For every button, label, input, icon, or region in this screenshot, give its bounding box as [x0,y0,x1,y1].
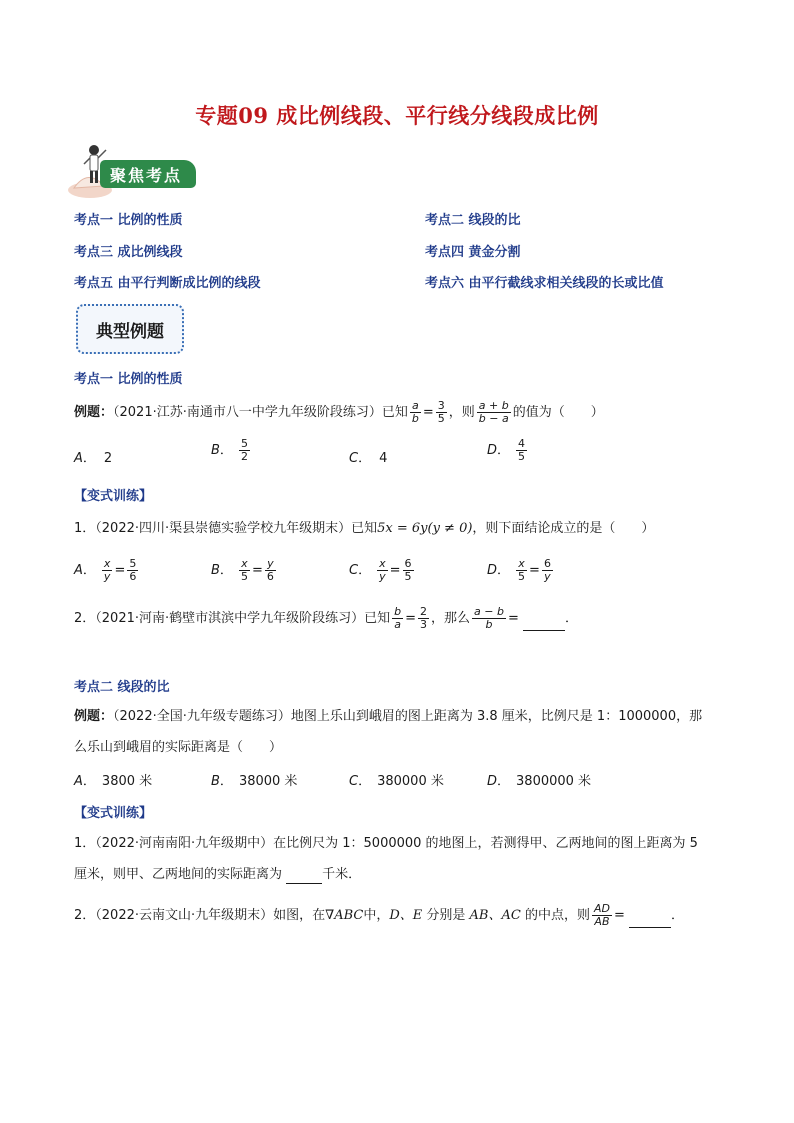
fraction: $\frac{2}{3}$ [420,605,428,631]
answer-blank [523,616,565,631]
banner-label: 聚焦考点 [110,166,183,185]
example-label: 例题： [74,405,114,420]
section2-example-line2: 么乐山到峨眉的实际距离是（ ） [74,740,283,755]
section2-q2: 2．（2022·云南文山·九年级期末）如图，在∇ABC中，D、E 分别是 AB、AC 的中点，则 $\frac{AD}{AB}$ = ． [74,902,685,928]
text: 分别是 [422,908,470,923]
section1-heading: 考点一 比例的性质 [74,372,183,387]
q1-option-a: A． $\frac{x}{y}$ = $\frac{5}{6}$ [74,557,137,583]
text: ． [671,908,685,923]
text: ，则下面结论成立的是（ ） [472,521,655,536]
fraction: $\frac{a + b}{b - a}$ [478,399,509,425]
answer-blank [629,913,671,928]
section2-q1-line1: 1．（2022·河南南阳·九年级期中）在比例尺为 1：5000000 的地图上，若测得甲、乙两地间的图上距离为 5 [74,836,698,851]
section2-example-line1 [74,708,702,726]
segments: AB、AC [469,908,521,923]
fraction: $\frac{b}{a}$ [394,605,402,631]
text: 厘米，则甲、乙两地间的实际距离为 [74,867,283,882]
typical-examples-label: 典型例题 [96,322,164,342]
q2-source: 2．（2021·河南·鹤壁市淇滨中学九年级阶段练习）已知 [74,611,391,626]
text: ，则 [448,405,475,420]
page-title: 专题09 成比例线段、平行线分线段成比例 [195,103,599,128]
fraction: $\frac{a - b}{b}$ [474,605,504,631]
example-source: （2021·江苏·南通市八一中学九年级阶段练习）已知 [113,405,408,420]
example-label: 例题： [74,709,114,724]
option-a: A． 2 [74,451,113,466]
fraction: $\frac{AD}{AB}$ [593,902,610,928]
section1-q1 [74,520,654,538]
topic-6: 考点六 由平行截线求相关线段的长或比值 [425,276,664,291]
fraction: $\frac{3}{5}$ [437,399,445,425]
variant-label-2: 【变式训练】 [74,806,153,821]
topic-2: 考点二 线段的比 [425,213,521,228]
s2-option-d: D． 3800000 米 [487,774,592,789]
points-de: D、E [389,908,423,923]
s2-option-c: C． 380000 米 [349,774,444,789]
topic-3: 考点三 成比例线段 [74,245,183,260]
topic-5: 考点五 由平行判断成比例的线段 [74,276,261,291]
section1-q2: 2．（2021·河南·鹤壁市淇滨中学九年级阶段练习）已知 $\frac{b}{a}$ = $\frac{2}{3}$ ，那么 $\frac{a - b}{b}$ = ． [74,605,579,631]
typical-examples-box [76,304,184,354]
text: ． [565,611,579,626]
triangle-symbol: ∇ABC [325,908,364,923]
text: 千米． [322,867,362,882]
section2-heading: 考点二 线段的比 [74,680,170,695]
s2-option-a: A． 3800 米 [74,774,153,789]
q1-option-b: B． $\frac{x}{5}$ = $\frac{y}{6}$ [211,557,274,583]
equals-sign: = [422,405,434,420]
topic-1: 考点一 比例的性质 [74,213,183,228]
variant-label-1: 【变式训练】 [74,489,153,504]
answer-blank [286,869,322,884]
text: 中， [363,908,390,923]
fraction: $\frac{a}{b}$ [411,399,419,425]
option-b: B． $\frac{5}{2}$ [211,437,248,463]
q1-option-c: C． $\frac{x}{y}$ = $\frac{6}{5}$ [349,557,412,583]
option-c: C． 4 [349,451,388,466]
s2-option-b: B． 38000 米 [211,774,298,789]
example-text: （2022·全国·九年级专题练习）地图上乐山到峨眉的图上距离为 3.8 厘米，比例尺是 1：1000000，那 [113,709,703,724]
section1-example [74,400,604,425]
focus-banner [64,140,204,202]
text: 的中点，则 [520,908,590,923]
option-d: D． $\frac{4}{5}$ [487,437,526,463]
section2-q1-line2 [74,866,361,884]
q1-expression: 5x = 6y(y ≠ 0) [377,521,473,536]
text: 2．（2022·云南文山·九年级期末）如图，在 [74,908,326,923]
text: 的值为（ ） [512,405,604,420]
text: ，那么 [431,611,471,626]
q1-option-d: D． $\frac{x}{5}$ = $\frac{6}{y}$ [487,557,551,583]
q1-source: 1．（2022·四川·渠县崇德实验学校九年级期末）已知 [74,521,378,536]
topic-4: 考点四 黄金分割 [425,245,521,260]
